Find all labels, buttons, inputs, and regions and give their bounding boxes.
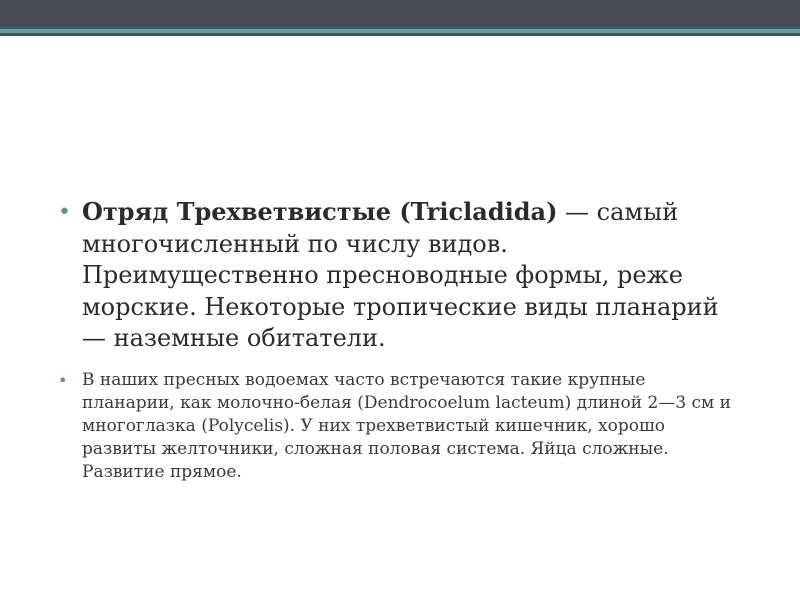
slide-content xyxy=(58,196,748,484)
bullet-item-tricladida xyxy=(58,196,748,355)
slide-accent-stripe-inner xyxy=(0,29,800,33)
bullet-icon: • xyxy=(58,200,71,225)
bullet-icon: • xyxy=(58,370,68,390)
bullet-list xyxy=(58,196,748,484)
slide-accent-stripe xyxy=(0,26,800,36)
bullet-body-text: В наших пресных водоемах часто встречаются такие крупные планарии, как молочно-белая (Dendrocoelum lacteum) длиной 2—3 см и многоглазка (Polycelis). У них трехветвистый кишечник, хорошо развиты желточники, сложная половая система. Яйца сложные. Развитие прямое. xyxy=(82,369,732,482)
slide-top-bar xyxy=(0,0,800,26)
bullet-body-text: — самый многочисленный по числу видов. Преимущественно пресноводные формы, реже морские. Некоторые тропические виды планарий — наземные обитатели. xyxy=(82,198,719,352)
bullet-item-planarians xyxy=(58,369,748,484)
bullet-lead-text: Отряд Трехветвистые (Tricladida) xyxy=(82,197,558,226)
